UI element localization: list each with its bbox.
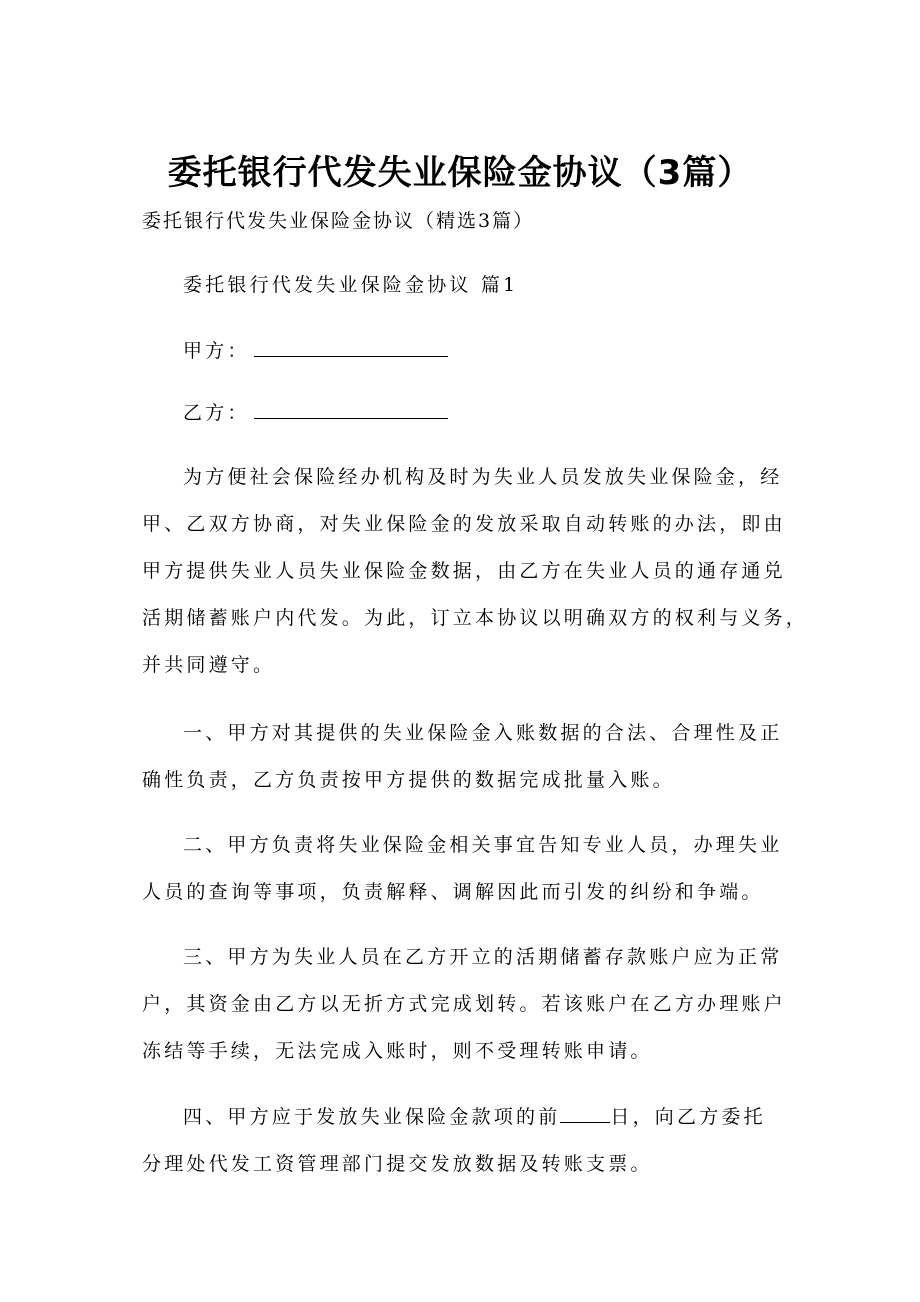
paragraph-line: 甲方提供失业人员失业保险金数据，由乙方在失业人员的通存通兑 [142,560,786,582]
paragraph-line: 分理处代发工资管理部门提交发放数据及转账支票。 [142,1153,653,1175]
paragraph-line: 二、甲方负责将失业保险金相关事宜告知专业人员，办理失业 [183,834,783,856]
section-heading: 委托银行代发失业保险金协议 篇1 [183,274,519,296]
document-title: 委托银行代发失业保险金协议（3篇） [167,153,753,193]
paragraph-line: 三、甲方为失业人员在乙方开立的活期储蓄存款账户应为正常 [183,946,783,968]
days-blank [560,1102,610,1123]
party-a-blank [254,336,448,357]
party-b-label: 乙方： [183,402,250,424]
party-b-blank [254,398,448,419]
paragraph-line: 甲、乙双方协商，对失业保险金的发放采取自动转账的办法，即由 [142,513,786,535]
party-b-line [183,398,448,428]
paragraph-line: 人员的查询等事项，负责解释、调解因此而引发的纠纷和争端。 [142,881,764,903]
clause4-line [183,1102,766,1132]
paragraph-line: 冻结等手续，无法完成入账时，则不受理转账申请。 [142,1040,653,1062]
party-a-label: 甲方： [183,340,250,362]
paragraph-line: 一、甲方对其提供的失业保险金入账数据的合法、合理性及正 [183,722,783,744]
paragraph-line: 确性负责，乙方负责按甲方提供的数据完成批量入账。 [142,769,675,791]
clause4-text-part2: 日，向乙方委托 [610,1106,766,1128]
clause4-text-part1: 四、甲方应于发放失业保险金款项的前 [183,1106,561,1128]
party-a-line [183,336,448,366]
document-subtitle: 委托银行代发失业保险金协议（精选3篇） [142,210,535,232]
paragraph-line: 活期储蓄账户内代发。为此，订立本协议以明确双方的权利与义务， [142,607,809,629]
paragraph-line: 户，其资金由乙方以无折方式完成划转。若该账户在乙方办理账户 [142,993,786,1015]
paragraph-line: 并共同遵守。 [142,654,276,676]
paragraph-line: 为方便社会保险经办机构及时为失业人员发放失业保险金，经 [183,466,783,488]
